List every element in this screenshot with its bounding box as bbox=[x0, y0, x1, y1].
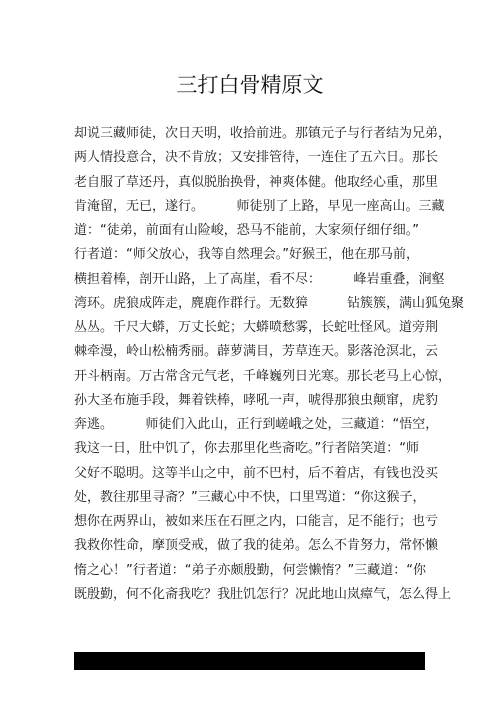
text-line: 开斗柄南。万古常含元气老，千峰巍列日光寒。那长老马上心惊， bbox=[74, 368, 452, 384]
text-line: 想你在两界山，被如来压在石匣之内，口能言，足不能行；也亏 bbox=[74, 514, 439, 529]
text-line: 孙大圣布施手段，舞着铁棒，哮吼一声，唬得那狼虫颠窜，虎豹 bbox=[74, 392, 439, 408]
document-title: 三打白骨精原文 bbox=[176, 73, 324, 97]
text-line: 我这一日，肚中饥了，你去那里化些斋吃。”行者陪笑道：“师 bbox=[74, 441, 419, 457]
text-line: 棘牵漫，岭山松楠秀丽。薜萝满目，芳草连天。影落沧溟北，云 bbox=[74, 344, 439, 360]
redaction-bar bbox=[74, 652, 425, 670]
text-line: 肯淹留，无已，遂行。 师徒别了上路，早见一座高山。三藏 bbox=[74, 198, 445, 214]
document-body bbox=[74, 122, 465, 607]
text-line: 却说三藏师徒，次日天明，收拾前进。那镇元子与行者结为兄弟， bbox=[74, 126, 452, 141]
text-line: 惰之心！”行者道：“弟子亦颇殷勤，何尝懒惰？”三藏道：“你 bbox=[74, 562, 426, 578]
text-line: 处，教往那里寻斋？”三藏心中不快，口里骂道：“你这猴子， bbox=[74, 489, 426, 505]
text-line: 行者道：“师父放心，我等自然理会。”好猴王，他在那马前， bbox=[74, 247, 419, 263]
text-line: 两人情投意合，决不肯放；又安排管待，一连住了五六日。那长 bbox=[74, 150, 439, 166]
text-line: 丛丛。千尺大蟒，万丈长蛇；大蟒喷愁雾，长蛇吐怪风。道旁荆 bbox=[74, 320, 439, 335]
text-line: 父好不聪明。这等半山之中，前不巴村，后不着店，有钱也没买 bbox=[74, 465, 439, 481]
text-line: 湾环。虎狼成阵走，麂鹿作群行。无数獐 钻簇簇，满山狐兔聚 bbox=[74, 295, 465, 311]
text-line: 我救你性命，摩顶受戒，做了我的徒弟。怎么不肯努力，常怀懒 bbox=[74, 538, 439, 554]
text-line: 奔逃。 师徒们入此山，正行到嵯峨之处，三藏道：“悟空， bbox=[74, 417, 439, 432]
text-line: 横担着棒，剖开山路，上了高崖，看不尽： 峰岩重叠，涧壑 bbox=[74, 271, 445, 287]
text-line: 老自服了草还丹，真似脱胎换骨，神爽体健。他取经心重，那里 bbox=[74, 174, 439, 190]
text-line: 既殷勤，何不化斋我吃？我肚饥怎行？况此地山岚瘴气，怎么得上 bbox=[74, 586, 452, 602]
text-line: 道：“徒弟，前面有山险峻，恐马不能前，大家须仔细仔细。” bbox=[74, 223, 419, 238]
